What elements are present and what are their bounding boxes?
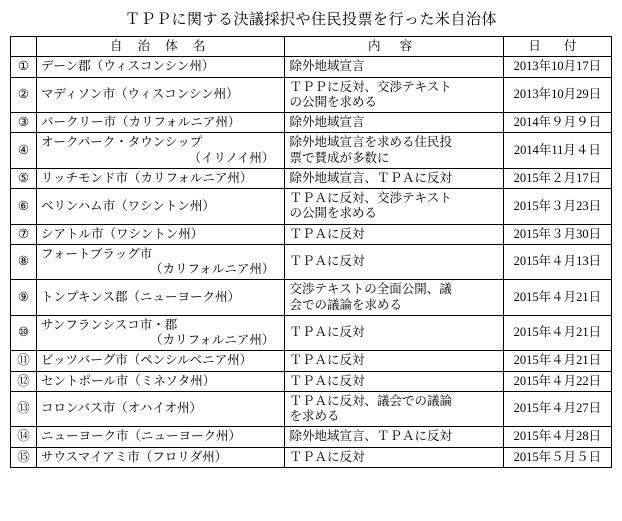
resolution-content: 除外地域宣言	[285, 57, 503, 77]
row-number: ⑨	[11, 280, 37, 316]
table-body	[11, 57, 612, 468]
resolution-content: ＴＰＡに反対	[285, 244, 503, 280]
column-header-name: 自 治 体 名	[37, 37, 285, 57]
table-row	[11, 280, 612, 316]
table-header-row	[11, 37, 612, 57]
table-row	[11, 427, 612, 447]
table-row	[11, 57, 612, 77]
municipality-name: コロンバス市（オハイオ州）	[37, 391, 285, 427]
municipality-name: トンプキンス郡（ニューヨーク州）	[37, 280, 285, 316]
resolution-date: 2014年11月４日	[503, 133, 611, 169]
resolution-date: 2015年２月17日	[503, 168, 611, 188]
resolution-date: 2015年３月23日	[503, 189, 611, 225]
row-number: ⑬	[11, 391, 37, 427]
resolution-content: ＴＰＡに反対	[285, 371, 503, 391]
column-header-date: 日 付	[503, 37, 611, 57]
municipality-name: ピッツバーグ市（ペンシルベニア州）	[37, 351, 285, 371]
resolution-date: 2015年４月21日	[503, 315, 611, 351]
resolution-content: 除外地域宣言、ＴＰＡに反対	[285, 427, 503, 447]
municipality-name: ベリンハム市（ワシントン州）	[37, 189, 285, 225]
table-row	[11, 315, 612, 351]
resolution-date: 2015年４月28日	[503, 427, 611, 447]
row-number: ③	[11, 113, 37, 133]
table-header	[11, 37, 612, 57]
resolution-date: 2013年10月29日	[503, 77, 611, 113]
municipalities-table	[10, 36, 612, 468]
page-title: ＴＰＰに関する決議採択や住民投票を行った米自治体	[124, 12, 497, 28]
municipality-name: バークリー市（カリフォルニア州）	[37, 113, 285, 133]
table-row	[11, 77, 612, 113]
municipality-name: デーン郡（ウィスコンシン州）	[37, 57, 285, 77]
municipality-name	[37, 133, 285, 169]
row-number: ⑮	[11, 447, 37, 467]
resolution-date: 2015年４月21日	[503, 280, 611, 316]
row-number: ⑩	[11, 315, 37, 351]
row-number: ⑫	[11, 371, 37, 391]
municipality-name	[37, 315, 285, 351]
row-number: ④	[11, 133, 37, 169]
resolution-content: ＴＰＡに反対	[285, 224, 503, 244]
municipality-name-line: （イリノイ州）	[188, 150, 275, 165]
resolution-content: ＴＰＡに反対、議会での議論 を求める	[285, 391, 503, 427]
resolution-content: ＴＰＡに反対	[285, 315, 503, 351]
row-number: ⑪	[11, 351, 37, 371]
row-number: ⑥	[11, 189, 37, 225]
row-number: ⑧	[11, 244, 37, 280]
table-row	[11, 113, 612, 133]
resolution-date: 2014年９月９日	[503, 113, 611, 133]
row-number: ⑤	[11, 168, 37, 188]
table-row	[11, 351, 612, 371]
resolution-content: 交渉テキストの全面公開、議 会での議論を求める	[285, 280, 503, 316]
resolution-content: 除外地域宣言を求める住民投 票で賛成が多数に	[285, 133, 503, 169]
municipality-name-line: オークパーク・タウンシップ	[41, 135, 203, 150]
resolution-content: ＴＰＡに反対	[285, 351, 503, 371]
municipality-name: セントポール市（ミネソタ州）	[37, 371, 285, 391]
municipality-name	[37, 244, 285, 280]
municipality-name-line: （カリフォルニア州）	[150, 333, 275, 347]
municipality-name-line: （カリフォルニア州）	[150, 262, 275, 276]
row-number: ⑭	[11, 427, 37, 447]
resolution-date: 2015年４月21日	[503, 351, 611, 371]
row-number: ⑦	[11, 224, 37, 244]
resolution-date: 2015年３月30日	[503, 224, 611, 244]
table-row	[11, 371, 612, 391]
table-row	[11, 391, 612, 427]
municipality-name: サウスマイアミ市（フロリダ州）	[37, 447, 285, 467]
resolution-content: 除外地域宣言	[285, 113, 503, 133]
table-row	[11, 189, 612, 225]
row-number: ①	[11, 57, 37, 77]
row-number: ②	[11, 77, 37, 113]
resolution-content: ＴＰＡに反対、交渉テキスト の公開を求める	[285, 189, 503, 225]
resolution-date: 2015年４月22日	[503, 371, 611, 391]
resolution-content: ＴＰＡに反対	[285, 447, 503, 467]
table-row	[11, 244, 612, 280]
column-header-content: 内 容	[285, 37, 503, 57]
municipality-name: ニューヨーク市（ニューヨーク州）	[37, 427, 285, 447]
resolution-date: 2015年４月27日	[503, 391, 611, 427]
resolution-date: 2015年５月５日	[503, 447, 611, 467]
resolution-date: 2013年10月17日	[503, 57, 611, 77]
table-row	[11, 133, 612, 169]
table-row	[11, 168, 612, 188]
table-row	[11, 224, 612, 244]
table-row	[11, 447, 612, 467]
municipality-name-line: フォートブラッグ市	[41, 246, 153, 261]
municipality-name-line: サンフランシスコ市・郡	[41, 317, 178, 332]
municipality-name: リッチモンド市（カリフォルニア州）	[37, 168, 285, 188]
resolution-content: ＴＰＰに反対、交渉テキスト の公開を求める	[285, 77, 503, 113]
municipality-name: シアトル市（ワシントン州）	[37, 224, 285, 244]
column-header-number	[11, 37, 37, 57]
municipality-name: マディソン市（ウィスコンシン州）	[37, 77, 285, 113]
resolution-content: 除外地域宣言、ＴＰＡに反対	[285, 168, 503, 188]
resolution-date: 2015年４月13日	[503, 244, 611, 280]
